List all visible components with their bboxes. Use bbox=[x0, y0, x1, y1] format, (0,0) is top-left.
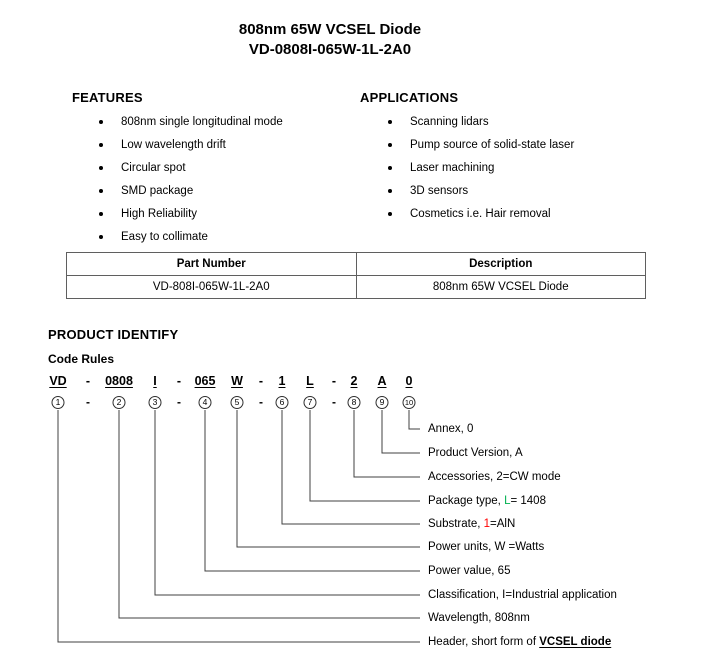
circle-number-7: 7 bbox=[304, 396, 317, 409]
bullet-icon bbox=[388, 212, 392, 216]
leader-line-5 bbox=[237, 410, 420, 547]
leader-line-2 bbox=[119, 410, 420, 618]
feature-item bbox=[99, 156, 283, 179]
bullet-icon bbox=[99, 189, 103, 193]
application-item bbox=[388, 156, 574, 179]
annotation-row-3 bbox=[428, 469, 561, 485]
feature-item-label: SMD package bbox=[121, 184, 194, 197]
circle-number-6: 6 bbox=[276, 396, 289, 409]
feature-item bbox=[99, 225, 283, 248]
bullet-icon bbox=[388, 120, 392, 124]
feature-item bbox=[99, 179, 283, 202]
application-item bbox=[388, 110, 574, 133]
page-title-line1: 808nm 65W VCSEL Diode bbox=[238, 21, 422, 38]
code-separator: - bbox=[331, 374, 337, 388]
annotation-suffix: = 1408 bbox=[510, 495, 546, 507]
annotation-highlight: 1 bbox=[483, 518, 491, 530]
code-separator: - bbox=[258, 374, 264, 388]
application-item-label: Cosmetics i.e. Hair removal bbox=[410, 207, 551, 220]
bullet-icon bbox=[99, 212, 103, 216]
application-item-label: Laser machining bbox=[410, 161, 495, 174]
circle-row-separator: - bbox=[177, 395, 181, 409]
annotation-row-7 bbox=[428, 563, 510, 579]
leader-line-6 bbox=[282, 410, 420, 524]
table-header-row bbox=[67, 253, 646, 276]
code-token-3: I bbox=[153, 374, 157, 388]
table-header-description: Description bbox=[356, 253, 646, 276]
annotation-row-6 bbox=[428, 539, 544, 555]
annotation-suffix: =AlN bbox=[490, 518, 516, 530]
applications-heading: APPLICATIONS bbox=[360, 90, 459, 105]
feature-item-label: Circular spot bbox=[121, 161, 186, 174]
document-title bbox=[0, 20, 660, 60]
annotation-emphasis: VCSEL diode bbox=[539, 636, 612, 648]
leader-line-9 bbox=[382, 410, 420, 453]
annotation-text: Power units, W =Watts bbox=[428, 541, 545, 553]
annotation-text: Power value, 65 bbox=[428, 565, 511, 577]
annotation-text: Wavelength, 808nm bbox=[428, 612, 530, 624]
bullet-icon bbox=[99, 143, 103, 147]
circle-number-10: 10 bbox=[403, 396, 416, 409]
bullet-icon bbox=[388, 166, 392, 170]
code-token-9: A bbox=[377, 374, 387, 388]
circle-row-separator: - bbox=[86, 395, 90, 409]
feature-item bbox=[99, 133, 283, 156]
leader-line-3 bbox=[155, 410, 420, 595]
code-token-2: 0808 bbox=[105, 374, 133, 388]
applications-list bbox=[388, 110, 574, 225]
code-token-8: 2 bbox=[350, 374, 358, 388]
part-number-table bbox=[66, 252, 646, 299]
application-item-label: Scanning lidars bbox=[410, 115, 489, 128]
annotation-row-5 bbox=[428, 516, 515, 532]
application-item bbox=[388, 133, 574, 156]
circle-number-1: 1 bbox=[52, 396, 65, 409]
annotation-row-10 bbox=[428, 634, 611, 650]
circle-row-separator: - bbox=[332, 395, 336, 409]
product-identify-heading: PRODUCT IDENTIFY bbox=[48, 327, 179, 342]
features-list bbox=[99, 110, 283, 248]
feature-item-label: Easy to collimate bbox=[121, 230, 208, 243]
circle-row-separator: - bbox=[259, 395, 263, 409]
table-row bbox=[67, 276, 646, 299]
annotation-text: Header, short form of bbox=[428, 636, 540, 648]
table-cell-part-number: VD-808I-065W-1L-2A0 bbox=[67, 276, 357, 299]
bullet-icon bbox=[388, 143, 392, 147]
circle-number-2: 2 bbox=[113, 396, 126, 409]
table-cell-description: 808nm 65W VCSEL Diode bbox=[356, 276, 646, 299]
circle-number-5: 5 bbox=[231, 396, 244, 409]
leader-line-7 bbox=[310, 410, 420, 501]
code-token-10: 0 bbox=[405, 374, 413, 388]
code-separator: - bbox=[85, 374, 91, 388]
features-heading: FEATURES bbox=[72, 90, 143, 105]
bullet-icon bbox=[99, 120, 103, 124]
application-item-label: 3D sensors bbox=[410, 184, 469, 197]
leader-line-1 bbox=[58, 410, 420, 642]
application-item bbox=[388, 202, 574, 225]
annotation-text: Accessories, 2=CW mode bbox=[428, 471, 561, 483]
code-token-7: L bbox=[306, 374, 314, 388]
circle-number-9: 9 bbox=[376, 396, 389, 409]
bullet-icon bbox=[99, 235, 103, 239]
circle-number-8: 8 bbox=[348, 396, 361, 409]
application-item-label: Pump source of solid-state laser bbox=[410, 138, 575, 151]
code-token-5: W bbox=[231, 374, 243, 388]
bullet-icon bbox=[388, 189, 392, 193]
table-header-part-number: Part Number bbox=[67, 253, 357, 276]
annotation-row-1 bbox=[428, 421, 473, 437]
code-token-1: VD bbox=[49, 374, 67, 388]
annotation-row-9 bbox=[428, 610, 530, 626]
feature-item-label: Low wavelength drift bbox=[121, 138, 226, 151]
annotation-text: Package type, bbox=[428, 495, 505, 507]
annotation-row-4 bbox=[428, 493, 546, 509]
code-rules-subheading: Code Rules bbox=[48, 352, 115, 366]
feature-item bbox=[99, 110, 283, 133]
page-title-line2: VD-0808I-065W-1L-2A0 bbox=[248, 41, 412, 58]
annotation-row-2 bbox=[428, 445, 523, 461]
feature-item-label: High Reliability bbox=[121, 207, 198, 220]
code-token-4: 065 bbox=[194, 374, 216, 388]
leader-line-8 bbox=[354, 410, 420, 477]
feature-item bbox=[99, 202, 283, 225]
annotation-text: Classification, I=Industrial application bbox=[428, 589, 617, 601]
code-separator: - bbox=[176, 374, 182, 388]
annotation-highlight: L bbox=[504, 495, 511, 507]
leader-line-10 bbox=[409, 410, 420, 429]
annotation-text: Substrate, bbox=[428, 518, 484, 530]
code-token-6: 1 bbox=[278, 374, 286, 388]
annotation-text: Product Version, A bbox=[428, 447, 523, 459]
annotation-row-8 bbox=[428, 587, 617, 603]
bullet-icon bbox=[99, 166, 103, 170]
circle-number-3: 3 bbox=[149, 396, 162, 409]
circle-number-4: 4 bbox=[199, 396, 212, 409]
annotation-text: Annex, 0 bbox=[428, 423, 474, 435]
feature-item-label: 808nm single longitudinal mode bbox=[121, 115, 283, 128]
application-item bbox=[388, 179, 574, 202]
leader-line-4 bbox=[205, 410, 420, 571]
